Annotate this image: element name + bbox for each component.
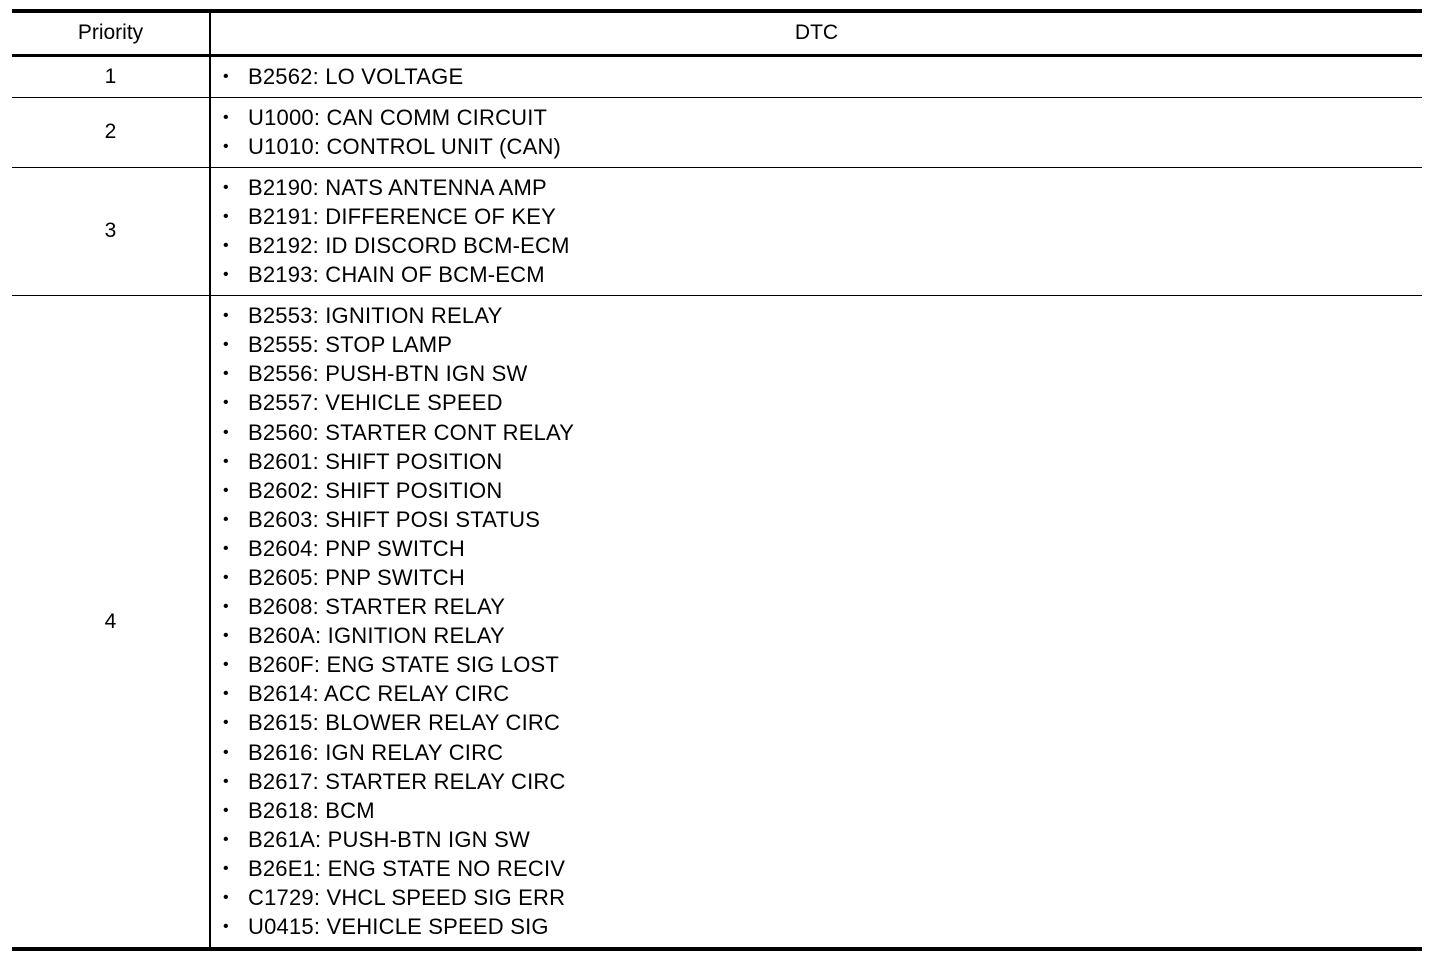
dtc-cell (210, 97, 1422, 167)
bullet-icon: • (223, 801, 229, 819)
dtc-list (211, 103, 1422, 161)
bullet-icon: • (223, 830, 229, 848)
dtc-code-text: U0415: VEHICLE SPEED SIG (248, 914, 549, 940)
bullet-icon: • (223, 714, 229, 732)
bullet-icon: • (223, 266, 229, 284)
table-row (12, 55, 1422, 97)
dtc-list-item (211, 132, 1422, 161)
dtc-column-header: DTC (210, 11, 1422, 55)
dtc-code-text: B261A: PUSH-BTN IGN SW (248, 826, 530, 852)
dtc-cell (210, 296, 1422, 950)
dtc-list-item (211, 621, 1422, 650)
dtc-list-item (211, 825, 1422, 854)
dtc-code-text: B2617: STARTER RELAY CIRC (248, 768, 566, 794)
dtc-list-item (211, 476, 1422, 505)
bullet-icon: • (223, 627, 229, 645)
bullet-icon: • (223, 539, 229, 557)
dtc-code-text: B2601: SHIFT POSITION (248, 448, 503, 474)
bullet-icon: • (223, 452, 229, 470)
bullet-icon: • (223, 481, 229, 499)
dtc-list (211, 62, 1422, 91)
dtc-list (211, 301, 1422, 941)
dtc-list-item (211, 388, 1422, 417)
dtc-code-text: B2553: IGNITION RELAY (248, 303, 503, 329)
bullet-icon: • (223, 336, 229, 354)
dtc-list-item (211, 650, 1422, 679)
dtc-list-item (211, 592, 1422, 621)
bullet-icon: • (223, 178, 229, 196)
bullet-icon: • (223, 772, 229, 790)
dtc-code-text: B2605: PNP SWITCH (248, 565, 465, 590)
dtc-code-text: B2191: DIFFERENCE OF KEY (248, 203, 556, 229)
dtc-list (211, 173, 1422, 289)
dtc-code-text: B2604: PNP SWITCH (248, 535, 465, 561)
dtc-code-text: B2560: STARTER CONT RELAY (248, 419, 575, 445)
dtc-code-text: B2555: STOP LAMP (248, 332, 453, 358)
dtc-code-text: B2192: ID DISCORD BCM-ECM (248, 232, 570, 258)
priority-cell: 1 (12, 55, 210, 97)
table-body (12, 55, 1422, 949)
bullet-icon: • (223, 236, 229, 254)
dtc-list-item (211, 854, 1422, 883)
bullet-icon: • (223, 108, 229, 126)
dtc-list-item (211, 505, 1422, 534)
dtc-list-item (211, 912, 1422, 941)
dtc-code-text: B2557: VEHICLE SPEED (248, 390, 503, 416)
dtc-code-text: B2614: ACC RELAY CIRC (248, 681, 510, 707)
dtc-list-item (211, 447, 1422, 476)
dtc-list-item (211, 202, 1422, 231)
dtc-code-text: B2618: BCM (248, 797, 375, 823)
dtc-code-text: B2562: LO VOLTAGE (248, 63, 464, 89)
bullet-icon: • (223, 685, 229, 703)
bullet-icon: • (223, 510, 229, 528)
dtc-code-text: B2193: CHAIN OF BCM-ECM (248, 262, 545, 288)
bullet-icon: • (223, 207, 229, 225)
dtc-code-text: B2556: PUSH-BTN IGN SW (248, 361, 528, 387)
dtc-cell (210, 55, 1422, 97)
bullet-icon: • (223, 307, 229, 325)
dtc-list-item (211, 563, 1422, 592)
dtc-list-item (211, 883, 1422, 912)
dtc-list-item (211, 359, 1422, 388)
dtc-code-text: B2602: SHIFT POSITION (248, 477, 503, 503)
bullet-icon: • (223, 743, 229, 761)
dtc-code-text: B2603: SHIFT POSI STATUS (248, 506, 541, 532)
bullet-icon: • (223, 859, 229, 877)
bullet-icon: • (223, 67, 229, 85)
bullet-icon: • (223, 569, 229, 586)
bullet-icon: • (223, 423, 229, 441)
dtc-cell (210, 167, 1422, 295)
bullet-icon: • (223, 656, 229, 674)
dtc-code-text: B260A: IGNITION RELAY (248, 623, 505, 649)
dtc-code-text: B260F: ENG STATE SIG LOST (248, 652, 560, 678)
dtc-list-item (211, 534, 1422, 563)
bullet-icon: • (223, 918, 229, 936)
dtc-list-item (211, 796, 1422, 825)
dtc-code-text: B2190: NATS ANTENNA AMP (248, 174, 547, 200)
table-row (12, 167, 1422, 295)
dtc-code-text: B2608: STARTER RELAY (248, 594, 506, 620)
dtc-code-text: U1000: CAN COMM CIRCUIT (248, 104, 548, 130)
dtc-list-item (211, 260, 1422, 289)
table-row (12, 97, 1422, 167)
dtc-code-text: C1729: VHCL SPEED SIG ERR (248, 885, 566, 911)
header-row (12, 11, 1422, 55)
bullet-icon: • (223, 365, 229, 383)
dtc-list-item (211, 173, 1422, 202)
dtc-list-item (211, 330, 1422, 359)
dtc-list-item (211, 418, 1422, 447)
dtc-code-text: B26E1: ENG STATE NO RECIV (248, 855, 566, 881)
dtc-code-text: U1010: CONTROL UNIT (CAN) (248, 133, 562, 159)
bullet-icon: • (223, 598, 229, 616)
priority-column-header: Priority (12, 11, 210, 55)
table-row (12, 296, 1422, 950)
dtc-list-item (211, 679, 1422, 708)
priority-cell: 2 (12, 97, 210, 167)
dtc-list-item (211, 738, 1422, 767)
dtc-priority-table (12, 9, 1422, 951)
dtc-list-item (211, 103, 1422, 132)
dtc-list-item (211, 231, 1422, 260)
dtc-code-text: B2616: IGN RELAY CIRC (248, 739, 504, 765)
dtc-list-item (211, 708, 1422, 737)
table-header (12, 11, 1422, 55)
bullet-icon: • (223, 137, 229, 155)
bullet-icon: • (223, 394, 229, 412)
priority-cell: 3 (12, 167, 210, 295)
dtc-list-item (211, 767, 1422, 796)
priority-cell: 4 (12, 296, 210, 950)
bullet-icon: • (223, 889, 229, 907)
dtc-code-text: B2615: BLOWER RELAY CIRC (248, 710, 561, 736)
dtc-list-item (211, 301, 1422, 330)
dtc-list-item (211, 62, 1422, 91)
